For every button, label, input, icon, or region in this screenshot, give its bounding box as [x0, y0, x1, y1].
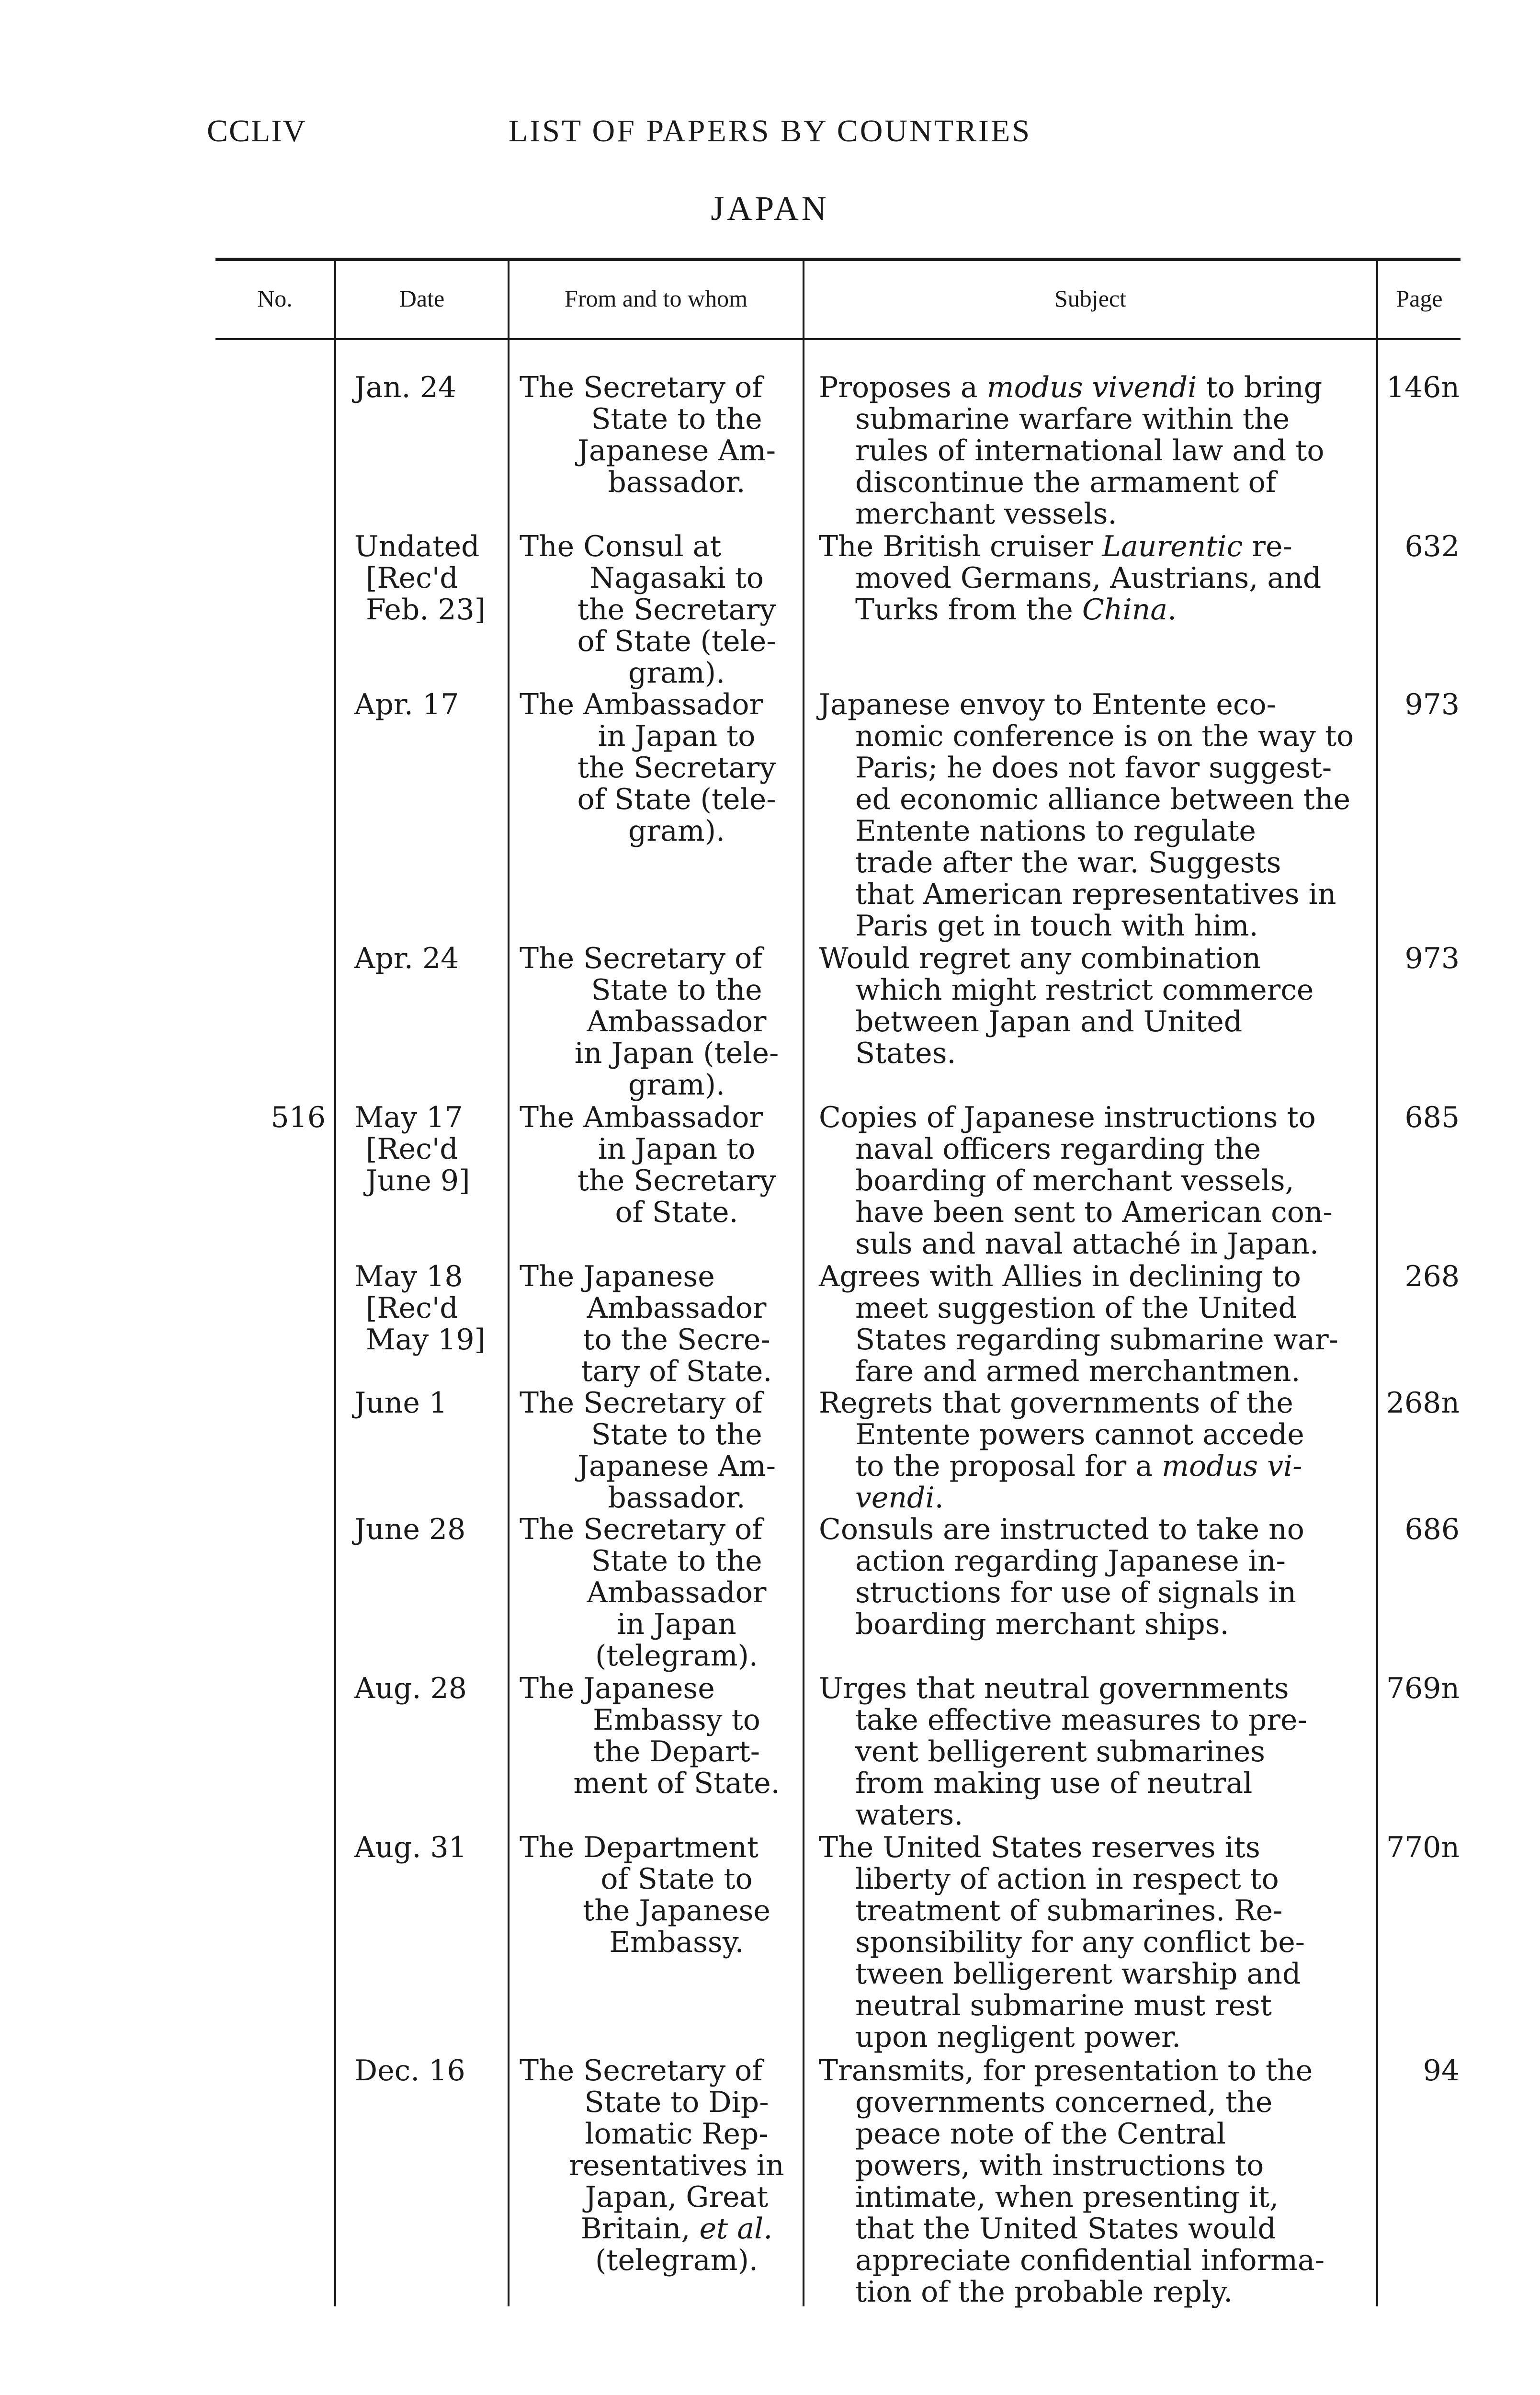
cell-page: 146n	[1386, 371, 1460, 404]
from-line: State to the	[591, 402, 762, 436]
subject-line: The British cruiser Laurentic re-	[819, 530, 1292, 563]
from-line: The Secretary of	[520, 1513, 763, 1546]
cell-date	[354, 1261, 508, 1356]
from-line: Japanese Am-	[577, 434, 776, 468]
subject-line: from making use of neutral	[855, 1767, 1253, 1800]
cell-page: 769n	[1386, 1672, 1460, 1705]
from-line: Japanese Am-	[577, 1449, 776, 1483]
subject-line: meet suggestion of the United	[855, 1291, 1297, 1325]
subject-line: Entente powers cannot accede	[855, 1418, 1304, 1451]
from-line: lomatic Rep-	[585, 2117, 769, 2151]
subject-line: Japanese envoy to Entente eco-	[819, 688, 1276, 721]
subject-line: between Japan and United	[855, 1005, 1243, 1038]
from-line: Ambassador	[587, 1576, 767, 1609]
cell-from-to	[520, 1261, 797, 1387]
subject-line: that the United States would	[855, 2212, 1276, 2246]
subject-line: upon negligent power.	[855, 2020, 1181, 2054]
cell-date	[354, 2055, 508, 2087]
cell-subject	[819, 2055, 1389, 2308]
from-line: of State.	[615, 1196, 738, 1229]
subject-line: Paris get in touch with him.	[855, 909, 1258, 943]
cell-from-to	[520, 1102, 797, 1228]
from-line: bassador.	[608, 1481, 746, 1515]
subject-line: Urges that neutral governments	[819, 1672, 1289, 1705]
from-line: of State to	[600, 1862, 753, 1896]
subject-line: suls and naval attaché in Japan.	[855, 1227, 1319, 1261]
subject-line: Paris; he does not favor suggest-	[855, 751, 1332, 785]
cell-date	[354, 1514, 508, 1545]
from-line: Embassy to	[593, 1703, 760, 1737]
subject-line: trade after the war. Suggests	[855, 846, 1281, 879]
italic-term: modus vi-	[1162, 1449, 1302, 1483]
column-divider	[334, 261, 336, 2306]
cell-page: 268n	[1386, 1386, 1460, 1420]
cell-subject	[819, 372, 1389, 530]
cell-date	[354, 1673, 508, 1704]
date-line: Aug. 28	[354, 1672, 467, 1705]
italic-term: Laurentic	[1102, 530, 1243, 563]
date-line: June 28	[354, 1513, 466, 1546]
cell-page: 632	[1404, 530, 1460, 563]
subject-line: neutral submarine must rest	[855, 1989, 1272, 2022]
subject-line: that American representatives in	[855, 878, 1336, 911]
subject-line: boarding merchant ships.	[855, 1608, 1229, 1641]
page-title: LIST OF PAPERS BY COUNTRIES	[508, 114, 1032, 148]
italic-term: vendi	[855, 1481, 935, 1515]
date-line: [Rec'd	[366, 561, 458, 595]
subject-line: Proposes a modus vivendi to bring	[819, 371, 1323, 404]
cell-from-to	[520, 1832, 797, 1958]
date-line: Feb. 23]	[366, 593, 486, 627]
subject-line: States regarding submarine war-	[855, 1323, 1338, 1357]
from-line: in Japan	[617, 1608, 736, 1641]
cell-from-to	[520, 689, 797, 847]
subject-line: Entente nations to regulate	[855, 814, 1256, 848]
cell-number: 516	[271, 1101, 326, 1134]
subject-line: Regrets that governments of the	[819, 1386, 1293, 1420]
cell-page: 268	[1404, 1260, 1460, 1293]
from-line: in Japan (tele-	[574, 1037, 779, 1070]
cell-from-to	[520, 943, 797, 1101]
cell-date	[354, 531, 508, 626]
date-line: June 9]	[366, 1164, 470, 1198]
subject-line: have been sent to American con-	[855, 1196, 1333, 1229]
date-line: May 18	[354, 1260, 463, 1293]
from-line: State to the	[591, 1418, 762, 1451]
from-line: gram).	[628, 1068, 725, 1102]
cell-from-to	[520, 1514, 797, 1672]
from-line: The Secretary of	[520, 942, 763, 975]
cell-date	[354, 1387, 508, 1419]
subject-line: vendi.	[855, 1481, 944, 1515]
cell-subject	[819, 1387, 1389, 1514]
subject-line: tion of the probable reply.	[855, 2275, 1233, 2309]
cell-subject	[819, 1261, 1389, 1387]
from-line: State to the	[591, 1544, 762, 1578]
from-line: State to the	[591, 973, 762, 1007]
cell-subject	[819, 1514, 1389, 1640]
subject-line: structions for use of signals in	[855, 1576, 1296, 1609]
column-header-date: Date	[399, 285, 445, 312]
cell-from-to	[520, 372, 797, 498]
from-line: The Japanese	[520, 1672, 715, 1705]
from-line: The Japanese	[520, 1260, 715, 1293]
date-line: June 1	[354, 1386, 448, 1420]
cell-subject	[819, 1673, 1389, 1831]
cell-date	[354, 1102, 508, 1197]
cell-page: 973	[1404, 688, 1460, 721]
date-line: May 17	[354, 1101, 463, 1134]
cell-from-to	[520, 1673, 797, 1799]
subject-line: governments concerned, the	[855, 2086, 1273, 2119]
subject-line: peace note of the Central	[855, 2117, 1226, 2151]
from-line: to the Secre-	[583, 1323, 770, 1357]
subject-line: liberty of action in respect to	[855, 1862, 1279, 1896]
from-line: the Secretary	[577, 1164, 776, 1198]
subject-line: vent belligerent submarines	[855, 1735, 1265, 1768]
country-heading: JAPAN	[711, 189, 829, 228]
from-line: of State (tele-	[577, 783, 776, 816]
cell-page: 770n	[1386, 1831, 1460, 1864]
table-header-rule	[215, 338, 1461, 340]
date-line: Apr. 24	[354, 942, 459, 975]
column-header-page: Page	[1396, 285, 1443, 312]
cell-date	[354, 943, 508, 974]
cell-subject	[819, 1102, 1389, 1260]
from-line: in Japan to	[598, 719, 756, 753]
from-line: (telegram).	[595, 1639, 758, 1673]
subject-line: naval officers regarding the	[855, 1132, 1261, 1166]
from-line: The Ambassador	[520, 1101, 763, 1134]
subject-line: rules of international law and to	[855, 434, 1325, 468]
cell-from-to	[520, 1387, 797, 1514]
date-line: [Rec'd	[366, 1132, 458, 1166]
from-line: Britain, et al.	[580, 2212, 773, 2246]
subject-line: treatment of submarines. Re-	[855, 1894, 1283, 1927]
from-line: The Secretary of	[520, 371, 763, 404]
date-line: May 19]	[366, 1323, 486, 1357]
from-line: the Secretary	[577, 593, 776, 627]
cell-subject	[819, 689, 1389, 942]
cell-page: 686	[1404, 1513, 1460, 1546]
subject-line: The United States reserves its	[819, 1831, 1260, 1864]
from-line: The Secretary of	[520, 2054, 763, 2087]
column-divider	[508, 261, 510, 2306]
from-line: Ambassador	[587, 1291, 767, 1325]
from-line: gram).	[628, 656, 725, 690]
subject-line: action regarding Japanese in-	[855, 1544, 1286, 1578]
from-line: the Secretary	[577, 751, 776, 785]
from-line: The Secretary of	[520, 1386, 763, 1420]
date-line: Apr. 17	[354, 688, 459, 721]
subject-line: appreciate confidential informa-	[855, 2244, 1325, 2277]
from-line: tary of State.	[581, 1355, 772, 1388]
cell-subject	[819, 1832, 1389, 2053]
subject-line: ed economic alliance between the	[855, 783, 1351, 816]
subject-line: tween belligerent warship and	[855, 1957, 1301, 1991]
subject-line: boarding of merchant vessels,	[855, 1164, 1294, 1198]
subject-line: States.	[855, 1037, 956, 1070]
from-line: the Depart-	[593, 1735, 760, 1768]
subject-line: discontinue the armament of	[855, 466, 1276, 499]
subject-line: moved Germans, Austrians, and	[855, 561, 1322, 595]
from-line: ment of State.	[573, 1767, 780, 1800]
column-header-from: From and to whom	[565, 285, 747, 312]
from-line: resentatives in	[569, 2149, 784, 2182]
from-line: Nagasaki to	[589, 561, 764, 595]
cell-date	[354, 689, 508, 720]
subject-line: Copies of Japanese instructions to	[819, 1101, 1316, 1134]
italic-term: China	[1082, 593, 1168, 627]
from-line: (telegram).	[595, 2244, 758, 2277]
subject-line: submarine warfare within the	[855, 402, 1290, 436]
subject-line: nomic conference is on the way to	[855, 719, 1354, 753]
date-line: Jan. 24	[354, 371, 456, 404]
page-folio: CCLIV	[207, 114, 306, 148]
cell-from-to	[520, 531, 797, 689]
subject-line: which might restrict commerce	[855, 973, 1314, 1007]
date-line: Dec. 16	[354, 2054, 465, 2087]
subject-line: intimate, when presenting it,	[855, 2180, 1279, 2214]
from-line: The Ambassador	[520, 688, 763, 721]
subject-line: powers, with instructions to	[855, 2149, 1264, 2182]
date-line: Undated	[354, 530, 480, 563]
date-line: [Rec'd	[366, 1291, 458, 1325]
column-divider	[803, 261, 804, 2306]
subject-line: to the proposal for a modus vi-	[855, 1449, 1302, 1483]
subject-line: Agrees with Allies in declining to	[819, 1260, 1301, 1293]
from-line: The Department	[520, 1831, 759, 1864]
from-line: Ambassador	[587, 1005, 767, 1038]
from-line: Japan, Great	[585, 2180, 769, 2214]
table-top-rule	[215, 258, 1461, 261]
cell-page: 94	[1423, 2054, 1460, 2087]
cell-page: 685	[1404, 1101, 1460, 1134]
from-line: bassador.	[608, 466, 746, 499]
subject-line: Would regret any combination	[819, 942, 1261, 975]
subject-line: take effective measures to pre-	[855, 1703, 1307, 1737]
subject-line: sponsibility for any conflict be-	[855, 1926, 1305, 1959]
subject-line: waters.	[855, 1798, 963, 1832]
date-line: Aug. 31	[354, 1831, 467, 1864]
cell-subject	[819, 943, 1389, 1069]
subject-line: Turks from the China.	[855, 593, 1177, 627]
from-line: the Japanese	[583, 1894, 770, 1927]
subject-line: fare and armed merchantmen.	[855, 1355, 1301, 1388]
subject-line: merchant vessels.	[855, 497, 1117, 531]
cell-subject	[819, 531, 1389, 626]
cell-date	[354, 1832, 508, 1863]
from-line: in Japan to	[598, 1132, 756, 1166]
column-header-subject: Subject	[1054, 285, 1126, 312]
from-line: State to Dip-	[584, 2086, 769, 2119]
cell-page: 973	[1404, 942, 1460, 975]
italic-term: et al.	[699, 2212, 773, 2246]
from-line: gram).	[628, 814, 725, 848]
from-line: of State (tele-	[577, 625, 776, 658]
cell-from-to	[520, 2055, 797, 2276]
italic-term: modus vivendi	[986, 371, 1197, 404]
cell-date	[354, 372, 508, 403]
subject-line: Consuls are instructed to take no	[819, 1513, 1304, 1546]
column-header-no: No.	[257, 285, 293, 312]
from-line: The Consul at	[520, 530, 722, 563]
from-line: Embassy.	[609, 1926, 744, 1959]
subject-line: Transmits, for presentation to the	[819, 2054, 1313, 2087]
